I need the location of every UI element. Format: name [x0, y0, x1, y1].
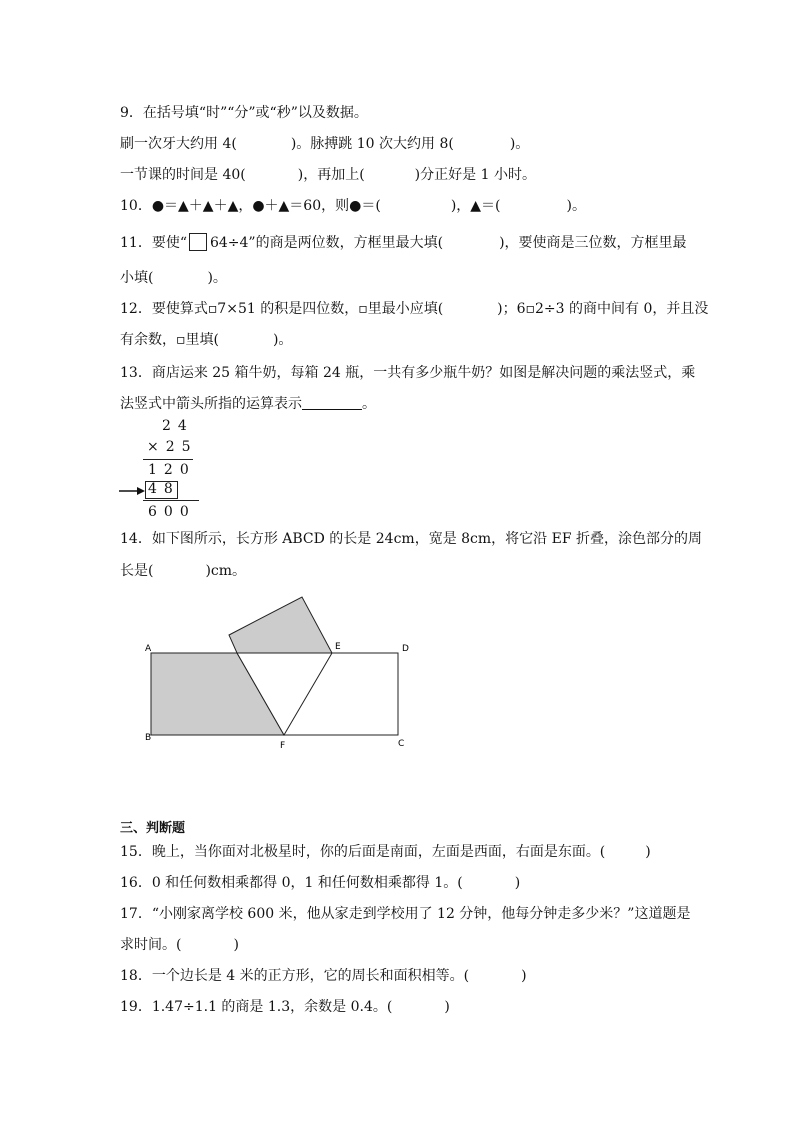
- q15-text: 15．晚上，当你面对北极星时，你的后面是南面，左面是西面，右面是东面。(: [120, 844, 606, 860]
- q17-line2: [120, 935, 239, 955]
- q13-line2-end: 。: [362, 396, 376, 412]
- q18-line: [120, 966, 527, 986]
- label-b: B: [145, 733, 152, 743]
- q11-part1: 11．要使“: [120, 235, 187, 251]
- vm-row2: ×25: [147, 439, 198, 455]
- q18-end: ): [521, 968, 527, 984]
- q13-line2-text: 法竖式中箭头所指的运算表示: [120, 396, 302, 412]
- q13-line1: 13．商店运来 25 箱牛奶，每箱 24 瓶，一共有多少瓶牛奶？如图是解决问题的乘法竖式，乘: [120, 365, 696, 381]
- q12-part2: )；6▫2÷3 的商中间有 0，并且没: [497, 301, 709, 317]
- label-d: D: [402, 644, 409, 654]
- q15-end: ): [645, 844, 651, 860]
- q9-title: 9．在括号填“时”“分”或“秒”以及数据。: [120, 105, 368, 121]
- q17-line2-part1: 求时间。(: [120, 937, 182, 953]
- q9-line2-part2: )，再加上(: [297, 167, 365, 183]
- q9-line1-part3: )。: [509, 136, 530, 152]
- q16-line: [120, 873, 520, 893]
- q18-text: 18．一个边长是 4 米的正方形，它的周长和面积相等。(: [120, 968, 470, 984]
- q17-line1: 17．“小刚家离学校 600 米，他从家走到学校用了 12 分钟，他每分钟走多少米？”这道题是: [120, 906, 691, 922]
- q9-line1-part2: )。脉搏跳 10 次大约用 8(: [290, 136, 454, 152]
- vm-row5: 600: [148, 504, 196, 520]
- q9-line2-part3: )分正好是 1 小时。: [414, 167, 536, 183]
- q9-line2-part1: 一节课的时间是 40(: [120, 167, 246, 183]
- q12-part3: 有余数，▫里填(: [120, 332, 219, 348]
- vm-row4: 48: [148, 481, 180, 497]
- q19-line: [120, 997, 450, 1017]
- q11-part3: )，要使商是三位数，方框里最: [499, 235, 687, 251]
- label-f: F: [280, 741, 286, 751]
- q10-part1: 10．●＝▲＋▲＋▲，●＋▲＝60，则●＝(: [120, 198, 381, 214]
- q10-part3: )。: [566, 198, 586, 214]
- shaded-region-flap: [229, 597, 332, 653]
- vm-row1: 24: [162, 418, 194, 434]
- q9-line1-part1: 刷一次牙大约用 4(: [120, 136, 237, 152]
- q11-part4: 小填(: [120, 270, 154, 286]
- q19-text: 19．1.47÷1.1 的商是 1.3，余数是 0.4。(: [120, 999, 393, 1015]
- q11-part5: )。: [207, 270, 227, 286]
- q15-line: [120, 842, 651, 862]
- label-e: E: [335, 642, 341, 652]
- q16-text: 16．0 和任何数相乘都得 0，1 和任何数相乘都得 1。(: [120, 875, 463, 891]
- q12-part1: 12．要使算式▫7×51 的积是四位数，▫里最小应填(: [120, 301, 444, 317]
- section-title: 三、判断题: [120, 821, 186, 836]
- q14-line2-part1: 长是(: [120, 563, 154, 579]
- vm-row3: 120: [148, 462, 196, 478]
- q14-line2-part2: )cm。: [205, 563, 247, 579]
- q16-end: ): [514, 875, 521, 891]
- q19-end: ): [444, 999, 450, 1015]
- q10-part2: )，▲＝(: [450, 198, 501, 214]
- q12-part4: )。: [272, 332, 293, 348]
- label-a: A: [145, 644, 152, 654]
- q14-line1: 14．如下图所示，长方形 ABCD 的长是 24cm，宽是 8cm，将它沿 EF 折叠，涂色部分的周: [120, 531, 702, 547]
- q11-part2: 64÷4”的商是两位数，方框里最大填(: [209, 235, 444, 251]
- q17-line2-part2: ): [233, 937, 239, 953]
- label-c: C: [398, 739, 405, 749]
